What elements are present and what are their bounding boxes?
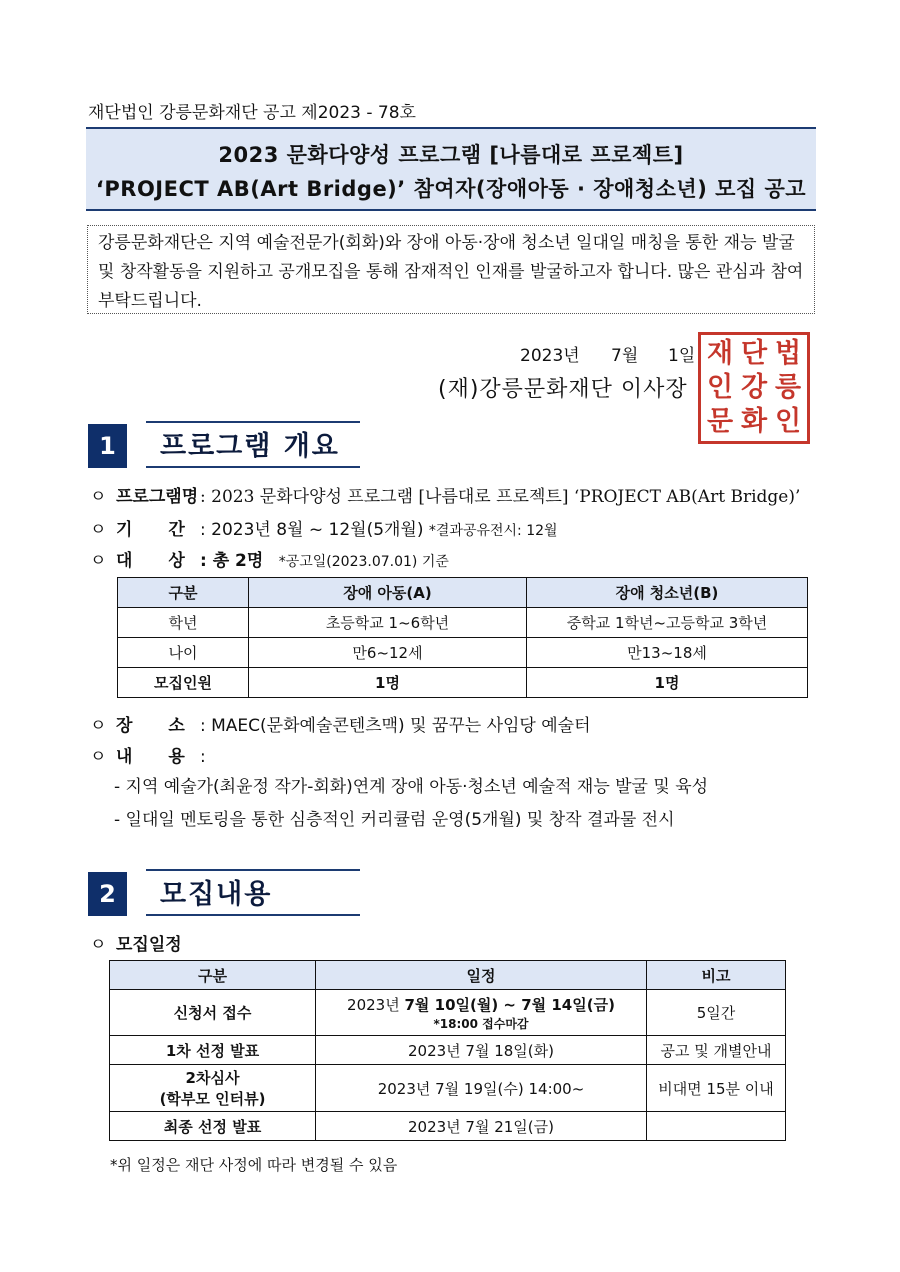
table-cell: 비대면 15분 이내: [647, 1065, 786, 1112]
table-cell: 학년: [118, 608, 249, 638]
title-line-2: ‘PROJECT AB(Art Bridge)’ 참여자(장애아동 · 장애청소년) 모집 공고: [95, 177, 807, 201]
content-item-1: - 지역 예술가(최윤정 작가-회화)연계 장애 아동·청소년 예술적 재능 발굴 및 육성: [114, 777, 709, 797]
table-header-row: [118, 578, 808, 608]
table-cell: 중학교 1학년~고등학교 3학년: [527, 608, 808, 638]
content-colon: :: [200, 747, 206, 767]
seal-glyph: 인: [706, 372, 734, 403]
table-header: 비고: [647, 961, 786, 990]
table-row: [110, 990, 786, 1036]
official-seal: [698, 332, 810, 444]
table-cell: 1명: [249, 668, 527, 698]
table-row: [110, 1065, 786, 1112]
content-item-2: - 일대일 멘토링을 통한 심층적인 커리큘럼 운영(5개월) 및 창작 결과물 전시: [114, 810, 675, 830]
schedule-prefix: 2023년: [347, 995, 405, 1014]
target-note: *공고일(2023.07.01) 기준: [278, 554, 449, 570]
table-header: 일정: [316, 961, 647, 990]
table-cell: [647, 1112, 786, 1141]
seal-glyph: 릉: [774, 372, 802, 403]
program-name-label: 프로그램명: [116, 487, 199, 507]
program-name-row: [90, 482, 800, 507]
bullet-icon: ㅇ: [90, 935, 107, 955]
seal-glyph: 재: [706, 338, 734, 369]
seal-glyph: 화: [740, 406, 768, 437]
table-header-row: [110, 961, 786, 990]
title-box: [86, 127, 816, 211]
target-label: 대 상: [116, 551, 185, 571]
schedule-name-line-2: (학부모 인터뷰): [159, 1090, 266, 1108]
period-label: 기 간: [116, 520, 185, 540]
bullet-icon: ㅇ: [90, 520, 107, 540]
seal-glyph: 법: [774, 338, 802, 369]
table-cell: 1차 선정 발표: [110, 1036, 316, 1065]
section-2-title: 모집내용: [160, 879, 273, 910]
schedule-footnote: *위 일정은 재단 사정에 따라 변경될 수 있음: [110, 1156, 398, 1174]
place-value: : MAEC(문화예술콘텐츠맥) 및 꿈꾸는 사임당 예술터: [200, 716, 591, 736]
bullet-icon: ㅇ: [90, 551, 107, 571]
section-1-number: 1: [88, 424, 127, 468]
table-cell: [316, 990, 647, 1036]
schedule-bold: 7월 10일(월) ~ 7월 14일(금): [404, 995, 615, 1014]
table-cell: 초등학교 1~6학년: [249, 608, 527, 638]
place-label: 장 소: [116, 716, 185, 736]
table-cell: 1명: [527, 668, 808, 698]
target-table: [117, 577, 808, 698]
table-cell: [110, 1065, 316, 1112]
table-cell: 2023년 7월 18일(화): [316, 1036, 647, 1065]
table-cell: 만6~12세: [249, 638, 527, 668]
signer: (재)강릉문화재단 이사장: [438, 377, 688, 402]
schedule-table: [109, 960, 786, 1141]
table-row: [118, 668, 808, 698]
section-1-rule-bottom: [146, 466, 360, 468]
section-2-rule-top: [146, 869, 360, 871]
bullet-icon: ㅇ: [90, 747, 107, 767]
section-1-title: 프로그램 개요: [160, 431, 340, 462]
intro-text: 강릉문화재단은 지역 예술전문가(회화)와 장애 아동·장애 청소년 일대일 매칭을 통한 재능 발굴 및 창작활동을 지원하고 공개모집을 통해 잠재적인 인재를 발굴하고자 합니다. 많은 관심과 참여 부탁드립니다.: [87, 225, 815, 314]
bullet-icon: ㅇ: [90, 487, 107, 507]
period-row: [90, 515, 558, 540]
program-name-value: : 2023 문화다양성 프로그램 [나름대로 프로젝트] ‘PROJECT AB(Art Bridge)’: [200, 487, 801, 507]
table-row: [118, 638, 808, 668]
table-header: 구분: [110, 961, 316, 990]
table-header: 구분: [118, 578, 249, 608]
table-header: 장애 청소년(B): [527, 578, 808, 608]
table-cell: 2023년 7월 19일(수) 14:00~: [316, 1065, 647, 1112]
issue-month: 7월: [611, 346, 639, 366]
schedule-sub-note: *18:00 접수마감: [433, 1016, 529, 1031]
issue-day: 1일: [668, 346, 696, 366]
title-line-1: 2023 문화다양성 프로그램 [나름대로 프로젝트]: [218, 143, 684, 167]
table-cell: 5일간: [647, 990, 786, 1036]
table-row: [118, 608, 808, 638]
section-2-rule-bottom: [146, 914, 360, 916]
table-cell: 모집인원: [118, 668, 249, 698]
table-cell: 2023년 7월 21일(금): [316, 1112, 647, 1141]
period-note: *결과공유전시: 12월: [428, 523, 558, 539]
content-label: 내 용: [116, 747, 185, 767]
bullet-icon: ㅇ: [90, 716, 107, 736]
notice-number: 재단법인 강릉문화재단 공고 제2023 - 78호: [88, 103, 416, 123]
table-row: [110, 1036, 786, 1065]
section-1-rule-top: [146, 421, 360, 423]
table-cell: 나이: [118, 638, 249, 668]
schedule-label: 모집일정: [116, 935, 182, 955]
seal-glyph: 강: [740, 372, 768, 403]
section-2-number: 2: [88, 872, 127, 916]
period-value: : 2023년 8월 ~ 12월(5개월): [200, 520, 424, 540]
table-header: 장애 아동(A): [249, 578, 527, 608]
issue-year: 2023년: [520, 346, 580, 366]
table-cell: 만13~18세: [527, 638, 808, 668]
schedule-row: [90, 930, 182, 955]
seal-glyph: 문: [706, 406, 734, 437]
content-row: [90, 742, 206, 767]
table-cell: 신청서 접수: [110, 990, 316, 1036]
target-row: [90, 546, 449, 571]
table-row: [110, 1112, 786, 1141]
seal-glyph: 단: [740, 338, 768, 369]
target-value: : 총 2명: [200, 551, 264, 571]
schedule-name-line-1: 2차심사: [185, 1069, 240, 1087]
place-row: [90, 711, 591, 736]
table-cell: 최종 선정 발표: [110, 1112, 316, 1141]
seal-glyph: 인: [774, 406, 802, 437]
table-cell: 공고 및 개별안내: [647, 1036, 786, 1065]
